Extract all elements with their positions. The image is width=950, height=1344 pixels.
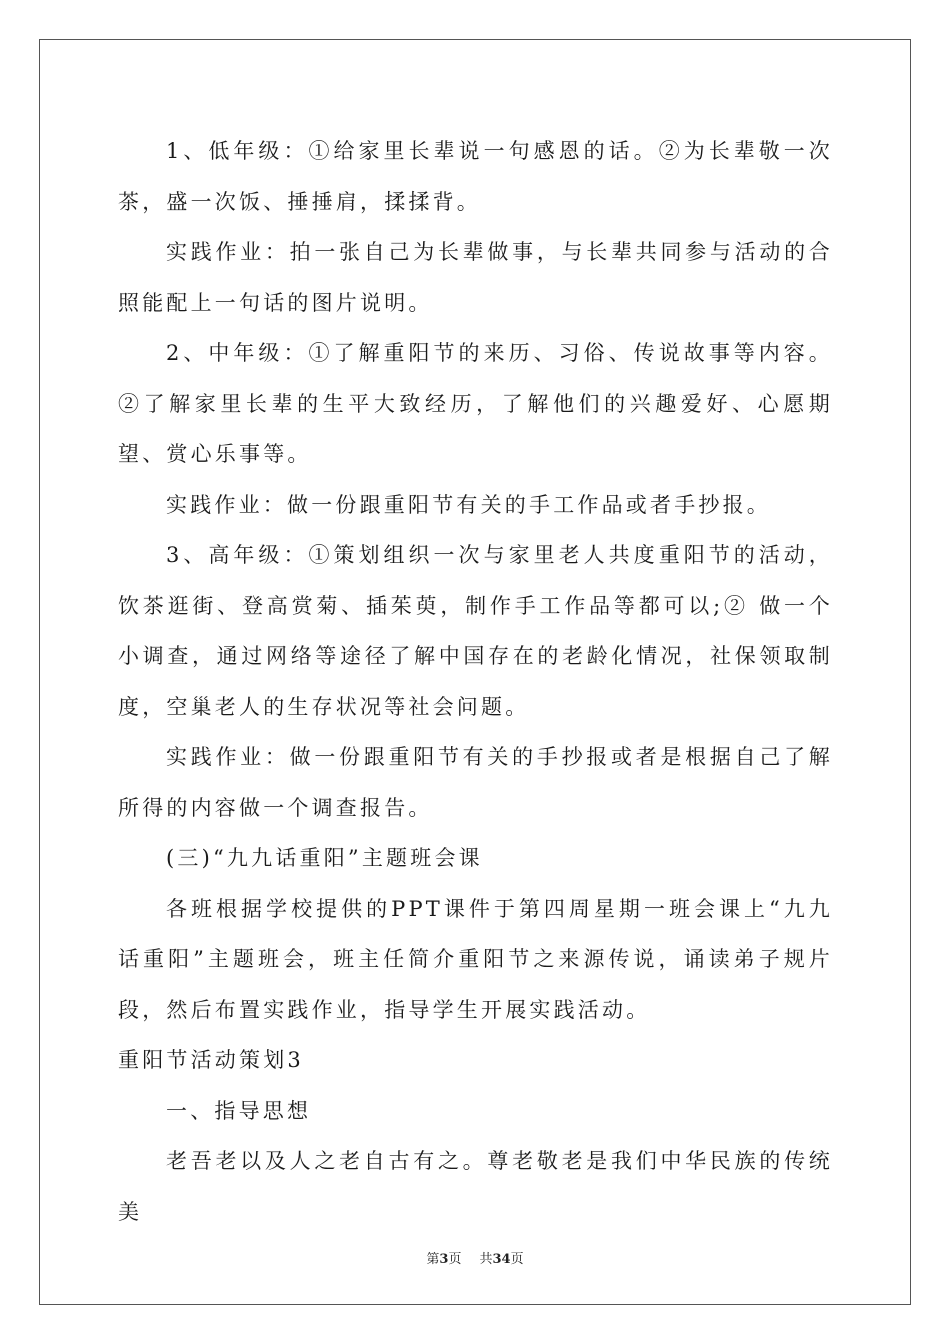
paragraph-upper-grade: 3、高年级：①策划组织一次与家里老人共度重阳节的活动，饮茶逛街、登高赏菊、插茱萸，制作手工作品等都可以;② 做一个小调查，通过网络等途径了解中国存在的老龄化情况，社保领取制度，空巢老人的生存状况等社会问题。 [118, 543, 833, 719]
footer-page-suffix: 页 [448, 1252, 462, 1267]
paragraph-lower-grade-homework: 实践作业：拍一张自己为长辈做事，与长辈共同参与活动的合照能配上一句话的图片说明。 [118, 240, 833, 315]
paragraph-upper-grade-homework: 实践作业：做一份跟重阳节有关的手抄报或者是根据自己了解所得的内容做一个调查报告。 [118, 745, 833, 820]
footer-page-prefix: 第 [426, 1252, 440, 1267]
paragraph-middle-grade: 2、中年级：①了解重阳节的来历、习俗、传说故事等内容。②了解家里长辈的生平大致经历，了解他们的兴趣爱好、心愿期望、赏心乐事等。 [118, 341, 833, 466]
section-heading-class-meeting: (三)“九九话重阳”主题班会课 [166, 846, 483, 870]
paragraph-middle-grade-homework: 实践作业：做一份跟重阳节有关的手工作品或者手抄报。 [166, 492, 771, 517]
document-title-plan-3: 重阳节活动策划3 [118, 1048, 304, 1072]
footer-total-prefix: 共 [479, 1252, 493, 1267]
paragraph-lower-grade: 1、低年级：①给家里长辈说一句感恩的话。②为长辈敬一次茶，盛一次饭、捶捶肩，揉揉背。 [118, 139, 833, 214]
section-heading-guiding-ideology: 一、指导思想 [166, 1098, 312, 1123]
footer-total-pages: 34 [492, 1252, 511, 1267]
paragraph-class-meeting: 各班根据学校提供的PPT课件于第四周星期一班会课上“九九话重阳”主题班会，班主任简介重阳节之来源传说，诵读弟子规片段，然后布置实践作业，指导学生开展实践活动。 [118, 896, 833, 1022]
footer-total-suffix: 页 [510, 1252, 524, 1267]
document-body [118, 126, 833, 1237]
footer-page-number: 3 [439, 1252, 449, 1267]
paragraph-guiding-ideology: 老吾老以及人之老自古有之。尊老敬老是我们中华民族的传统美 [118, 1149, 833, 1224]
page-footer [0, 1248, 950, 1267]
